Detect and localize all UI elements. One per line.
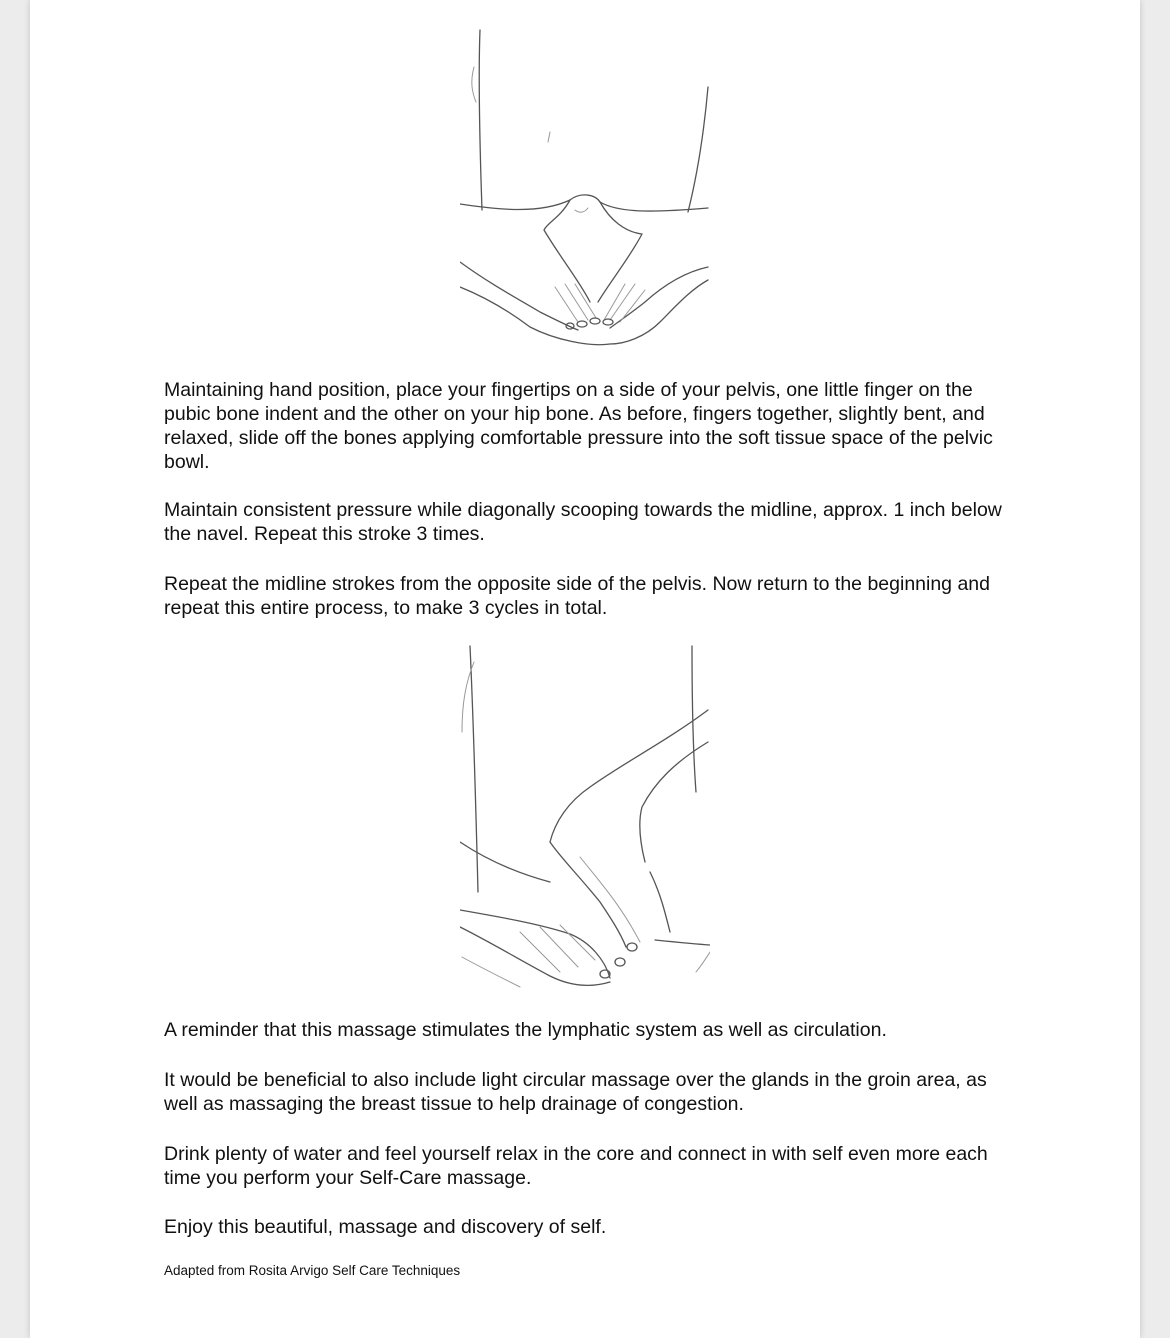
instruction-paragraph: Repeat the midline strokes from the opposite side of the pelvis. Now return to the beginning and repeat this entire process, to make 3 cycles in total. — [164, 573, 990, 619]
pelvic-hands-illustration-bottom — [460, 642, 710, 992]
instruction-paragraph: A reminder that this massage stimulates the lymphatic system as well as circulation. — [164, 1019, 887, 1041]
instruction-paragraph: Drink plenty of water and feel yourself relax in the core and connect in with self even more each time you perform your Self-Care massage. — [164, 1143, 988, 1189]
source-credit: Adapted from Rosita Arvigo Self Care Techniques — [164, 1263, 461, 1278]
document-page — [30, 0, 1140, 1338]
instruction-paragraph: Maintain consistent pressure while diagonally scooping towards the midline, approx. 1 inch below the navel. Repeat this stroke 3 times. — [164, 499, 1002, 545]
instruction-paragraph: Maintaining hand position, place your fingertips on a side of your pelvis, one little finger on the pubic bone indent and the other on your hip bone. As before, fingers together, slightly bent, and relaxed, slide off the bones applying comfortable pressure into the soft tissue space of the pelvic bowl. — [164, 379, 993, 473]
instruction-paragraph: Enjoy this beautiful, massage and discovery of self. — [164, 1216, 607, 1238]
instruction-paragraph: It would be beneficial to also include light circular massage over the glands in the groin area, as well as massaging the breast tissue to help drainage of congestion. — [164, 1069, 987, 1115]
pelvic-hands-illustration-top — [460, 22, 710, 352]
